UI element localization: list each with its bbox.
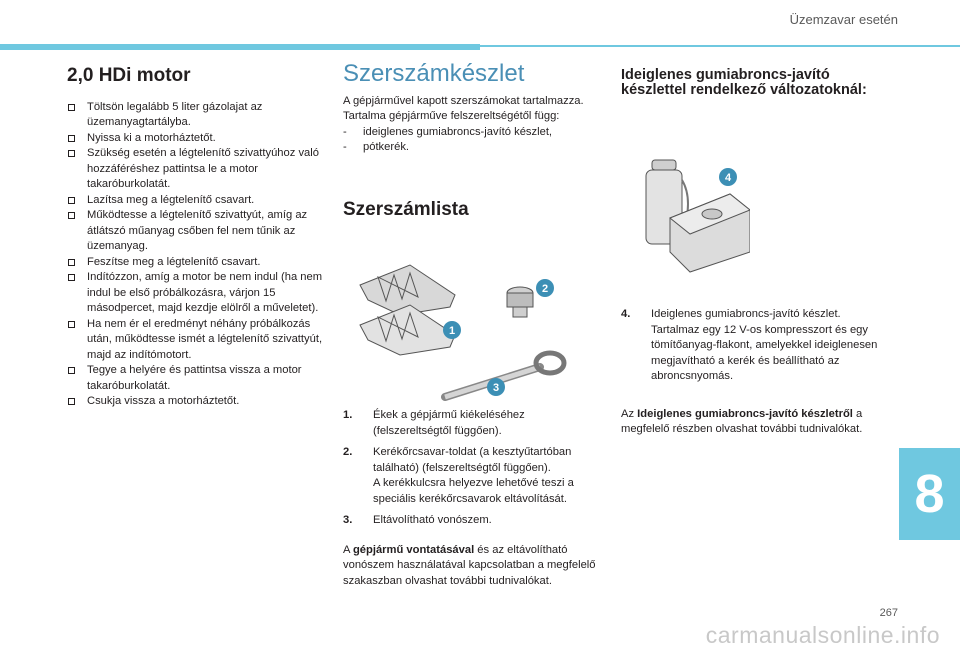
step-item: Feszítse meg a légtelenítő csavart. [67, 255, 325, 271]
chapter-tab: 8 [899, 448, 960, 540]
repair-kit-note: Az Ideiglenes gumiabroncs-javító készletről a megfelelő részben olvashat további tudnivalókat. [621, 407, 863, 435]
toolkit-intro: A gépjárművel kapott szerszámokat tartalmazza. [343, 94, 584, 107]
towing-eye-image [445, 353, 564, 397]
svg-text:4: 4 [724, 172, 732, 184]
checkbox-icon [68, 104, 75, 111]
column-hdi [67, 62, 325, 410]
svg-text:2: 2 [541, 283, 549, 295]
callout-3 [487, 378, 505, 396]
svg-text:3: 3 [492, 382, 500, 394]
top-accent-bar [0, 44, 480, 50]
step-item: Tegye a helyére és pattintsa vissza a motor takaróburkolatát. [67, 363, 325, 394]
dash-item: - pótkerék. [343, 140, 601, 156]
hdi-steps [67, 100, 325, 410]
step-item: Lazítsa meg a légtelenítő csavart. [67, 193, 325, 209]
repair-kit-items [621, 307, 881, 438]
toollist-items [343, 408, 601, 589]
toolkit-contents: Tartalma gépjárműve felszereltségétől függ: [343, 110, 560, 122]
step-item: Csukja vissza a motorháztetőt. [67, 394, 325, 410]
checkbox-icon [68, 274, 75, 281]
checkbox-icon [68, 398, 75, 405]
column-repair-kit [621, 62, 881, 98]
tool-item-2: 2. Kerékőrcsavar-toldat (a kesztyűtartóban található) (felszereltségtől függően). A kerékkulcsra helyezve lehetővé teszi a speciális kerékőrcsavarok eltávolítását. [343, 446, 574, 505]
anti-theft-adapter-image [507, 287, 533, 317]
kit-item-4: 4. Ideiglenes gumiabroncs-javító készlet. Tartalmaz egy 12 V-os kompresszort és egy tömítőanyag-flakont, amelyekkel ideiglenesen megjavítható a kerék és beállítható az abroncsnyomás. [621, 308, 878, 382]
column-tools [343, 62, 601, 231]
step-item: Ha nem ér el eredményt néhány próbálkozás után, működtesse ismét a légtelenítő szivattyút, majd az indítómotort. [67, 317, 325, 364]
repair-kit-illustration [630, 140, 750, 280]
step-item: Működtesse a légtelenítő szivattyút, amíg az átlátszó műanyag csőben fel nem tűnik az üzemanyag. [67, 208, 325, 255]
svg-text:1: 1 [448, 325, 456, 337]
checkbox-icon [68, 212, 75, 219]
dash-item: - ideiglenes gumiabroncs-javító készlet, [343, 125, 601, 141]
callout-4 [719, 168, 737, 186]
watermark: carmanualsonline.info [705, 622, 940, 648]
step-item: Szükség esetén a légtelenítő szivattyúhoz való hozzáféréshez pattintsa le a motor takaróburkolatát. [67, 146, 325, 193]
top-accent-line [480, 45, 960, 47]
toolkit-title: Szerszámkészlet [343, 60, 525, 87]
wheel-chocks-image [360, 265, 455, 355]
callout-2 [536, 279, 554, 297]
checkbox-icon [68, 150, 75, 157]
hdi-title: 2,0 HDi motor [67, 65, 191, 86]
tools-illustration [350, 255, 590, 405]
step-item: Töltsön legalább 5 liter gázolajat az üzemanyagtartályba. [67, 100, 325, 131]
toolkit-dash-list [343, 125, 601, 156]
page-number: 267 [879, 607, 898, 619]
checkbox-icon [68, 321, 75, 328]
toollist-title: Szerszámlista [343, 198, 469, 220]
step-item: Nyissa ki a motorháztetőt. [67, 131, 325, 147]
step-item: Indítózzon, amíg a motor be nem indul (ha nem indul be első próbálkozásra, várjon 15 másodpercet, majd kezdje elölről a műveletet). [67, 270, 325, 317]
tool-item-1: 1. Ékek a gépjármű kiékeléséhez (felszereltségtől függően). [343, 409, 525, 437]
tool-item-3: 3. Eltávolítható vonószem. [343, 514, 492, 526]
callout-1 [443, 321, 461, 339]
checkbox-icon [68, 197, 75, 204]
checkbox-icon [68, 135, 75, 142]
repair-kit-title: Ideiglenes gumiabroncs-javító készlettel rendelkező változatoknál: [621, 67, 867, 98]
section-header: Üzemzavar esetén [789, 12, 898, 27]
checkbox-icon [68, 259, 75, 266]
towing-note: A gépjármű vontatásával és az eltávolítható vonószem használatával kapcsolatban a megfelelő szakaszban olvashat további tudnivalókat. [343, 543, 596, 587]
checkbox-icon [68, 367, 75, 374]
